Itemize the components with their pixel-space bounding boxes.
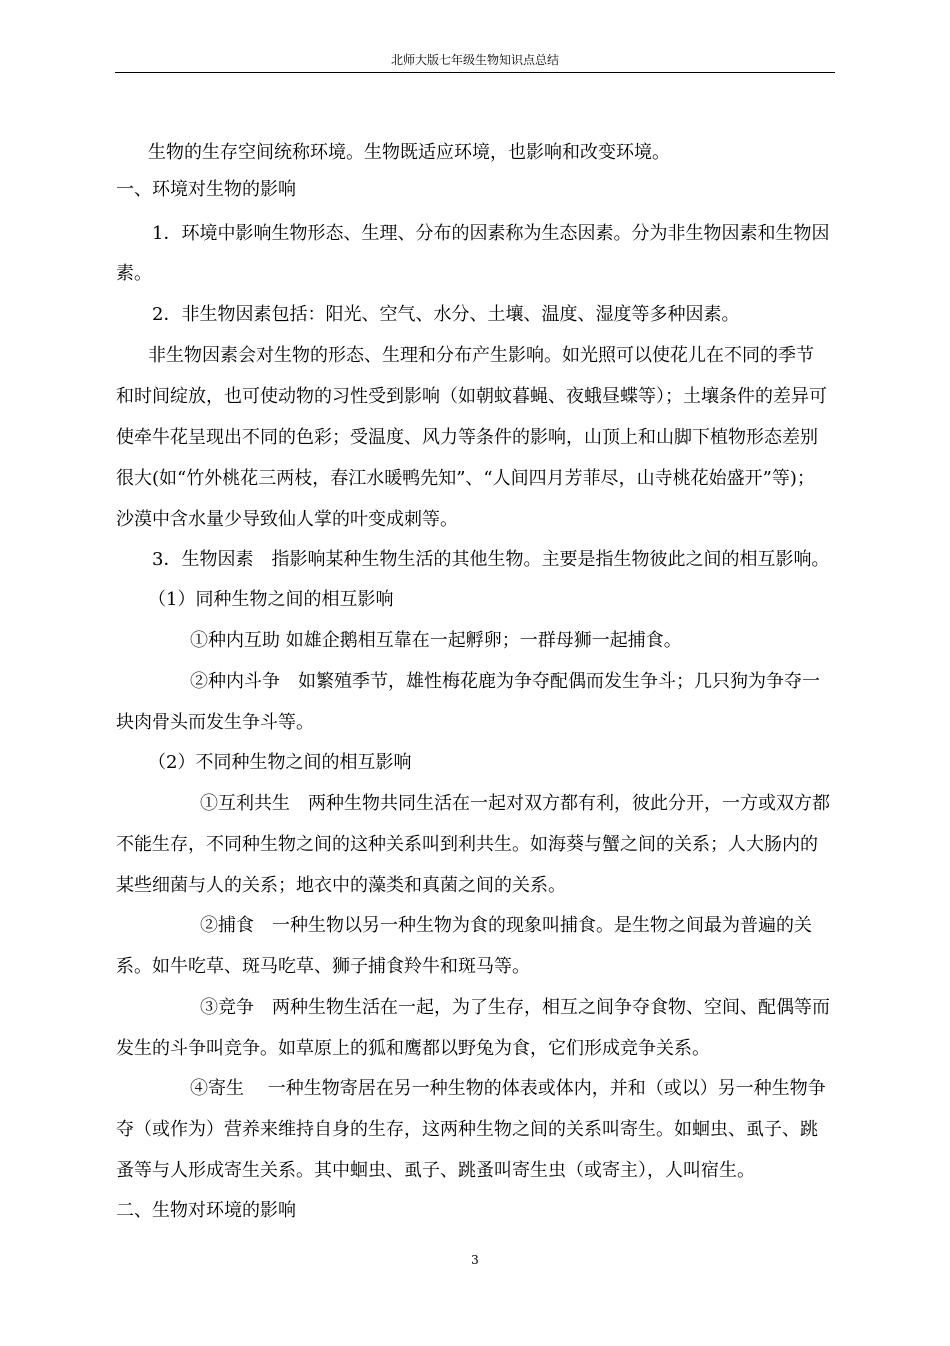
item-intraspecific-help: ①种内互助 如雄企鹅相互靠在一起孵卵；一群母狮一起捕食。: [190, 630, 682, 651]
section-heading-2: 二、生物对环境的影响: [116, 1200, 296, 1221]
item-competition-line-1: ③竞争 两种生物生活在一起，为了生存，相互之间争夺食物、空间、配偶等而: [200, 997, 830, 1018]
page-header: [115, 50, 835, 73]
item-mutualism-line-2: 不能生存，不同种生物之间的这种关系叫到利共生。如海葵与蟹之间的关系；人大肠内的: [116, 834, 818, 855]
item-intraspecific-fight-line-2: 块肉骨头而发生争斗等。: [116, 712, 314, 733]
section-heading-1: 一、环境对生物的影响: [116, 179, 296, 200]
subsection-heading-2: （2）不同种生物之间的相互影响: [148, 752, 412, 773]
item-parasitism-line-1: ④寄生 一种生物寄居在另一种生物的体表或体内，并和（或以）另一种生物争: [190, 1078, 826, 1099]
paragraph-2: 2．非生物因素包括：阳光、空气、水分、土壤、温度、湿度等多种因素。: [152, 304, 740, 325]
item-predation-line-2: 系。如牛吃草、斑马吃草、狮子捕食羚牛和斑马等。: [116, 956, 530, 977]
paragraph-3-line-2: 和时间绽放，也可使动物的习性受到影响（如朝蚊暮蝇、夜蛾昼蝶等）；土壤条件的差异可: [116, 386, 827, 407]
paragraph-3-line-1: 非生物因素会对生物的形态、生理和分布产生影响。如光照可以使花儿在不同的季节: [148, 345, 814, 366]
paragraph-4: 3．生物因素 指影响某种生物生活的其他生物。主要是指生物彼此之间的相互影响。: [152, 549, 830, 570]
page-number: 3: [471, 1253, 479, 1267]
item-parasitism-line-3: 蚤等与人形成寄生关系。其中蛔虫、虱子、跳蚤叫寄生虫（或寄主），人叫宿生。: [116, 1160, 755, 1181]
paragraph-3-line-5: 沙漠中含水量少导致仙人掌的叶变成刺等。: [116, 509, 458, 530]
paragraph-3-line-3: 使牵牛花呈现出不同的色彩；受温度、风力等条件的影响，山顶上和山脚下植物形态差别: [116, 427, 818, 448]
intro-paragraph: 生物的生存空间统称环境。生物既适应环境，也影响和改变环境。: [148, 142, 670, 163]
item-parasitism-line-2: 夺（或作为）营养来维持自身的生存，这两种生物之间的关系叫寄生。如蛔虫、虱子、跳: [116, 1119, 818, 1140]
header-title: 北师大版七年级生物知识点总结: [390, 53, 559, 67]
paragraph-1-line-2: 素。: [116, 263, 152, 284]
subsection-heading-1: （1）同种生物之间的相互影响: [148, 589, 394, 610]
item-mutualism-line-3: 某些细菌与人的关系；地衣中的藻类和真菌之间的关系。: [116, 875, 566, 896]
item-competition-line-2: 发生的斗争叫竞争。如草原上的狐和鹰都以野兔为食，它们形成竞争关系。: [116, 1038, 710, 1059]
item-intraspecific-fight-line-1: ②种内斗争 如繁殖季节，雄性梅花鹿为争夺配偶而发生争斗；几只狗为争夺一: [190, 671, 820, 692]
paragraph-1-line-1: 1．环境中影响生物形态、生理、分布的因素称为生态因素。分为非生物因素和生物因: [152, 223, 830, 244]
item-mutualism-line-1: ①互利共生 两种生物共同生活在一起对双方都有利，彼此分开，一方或双方都: [200, 793, 830, 814]
item-predation-line-1: ②捕食 一种生物以另一种生物为食的现象叫捕食。是生物之间最为普遍的关: [200, 915, 812, 936]
paragraph-3-line-4: 很大(如“竹外桃花三两枝，春江水暖鸭先知”、“人间四月芳菲尽，山寺桃花始盛开”等)；: [116, 468, 815, 489]
